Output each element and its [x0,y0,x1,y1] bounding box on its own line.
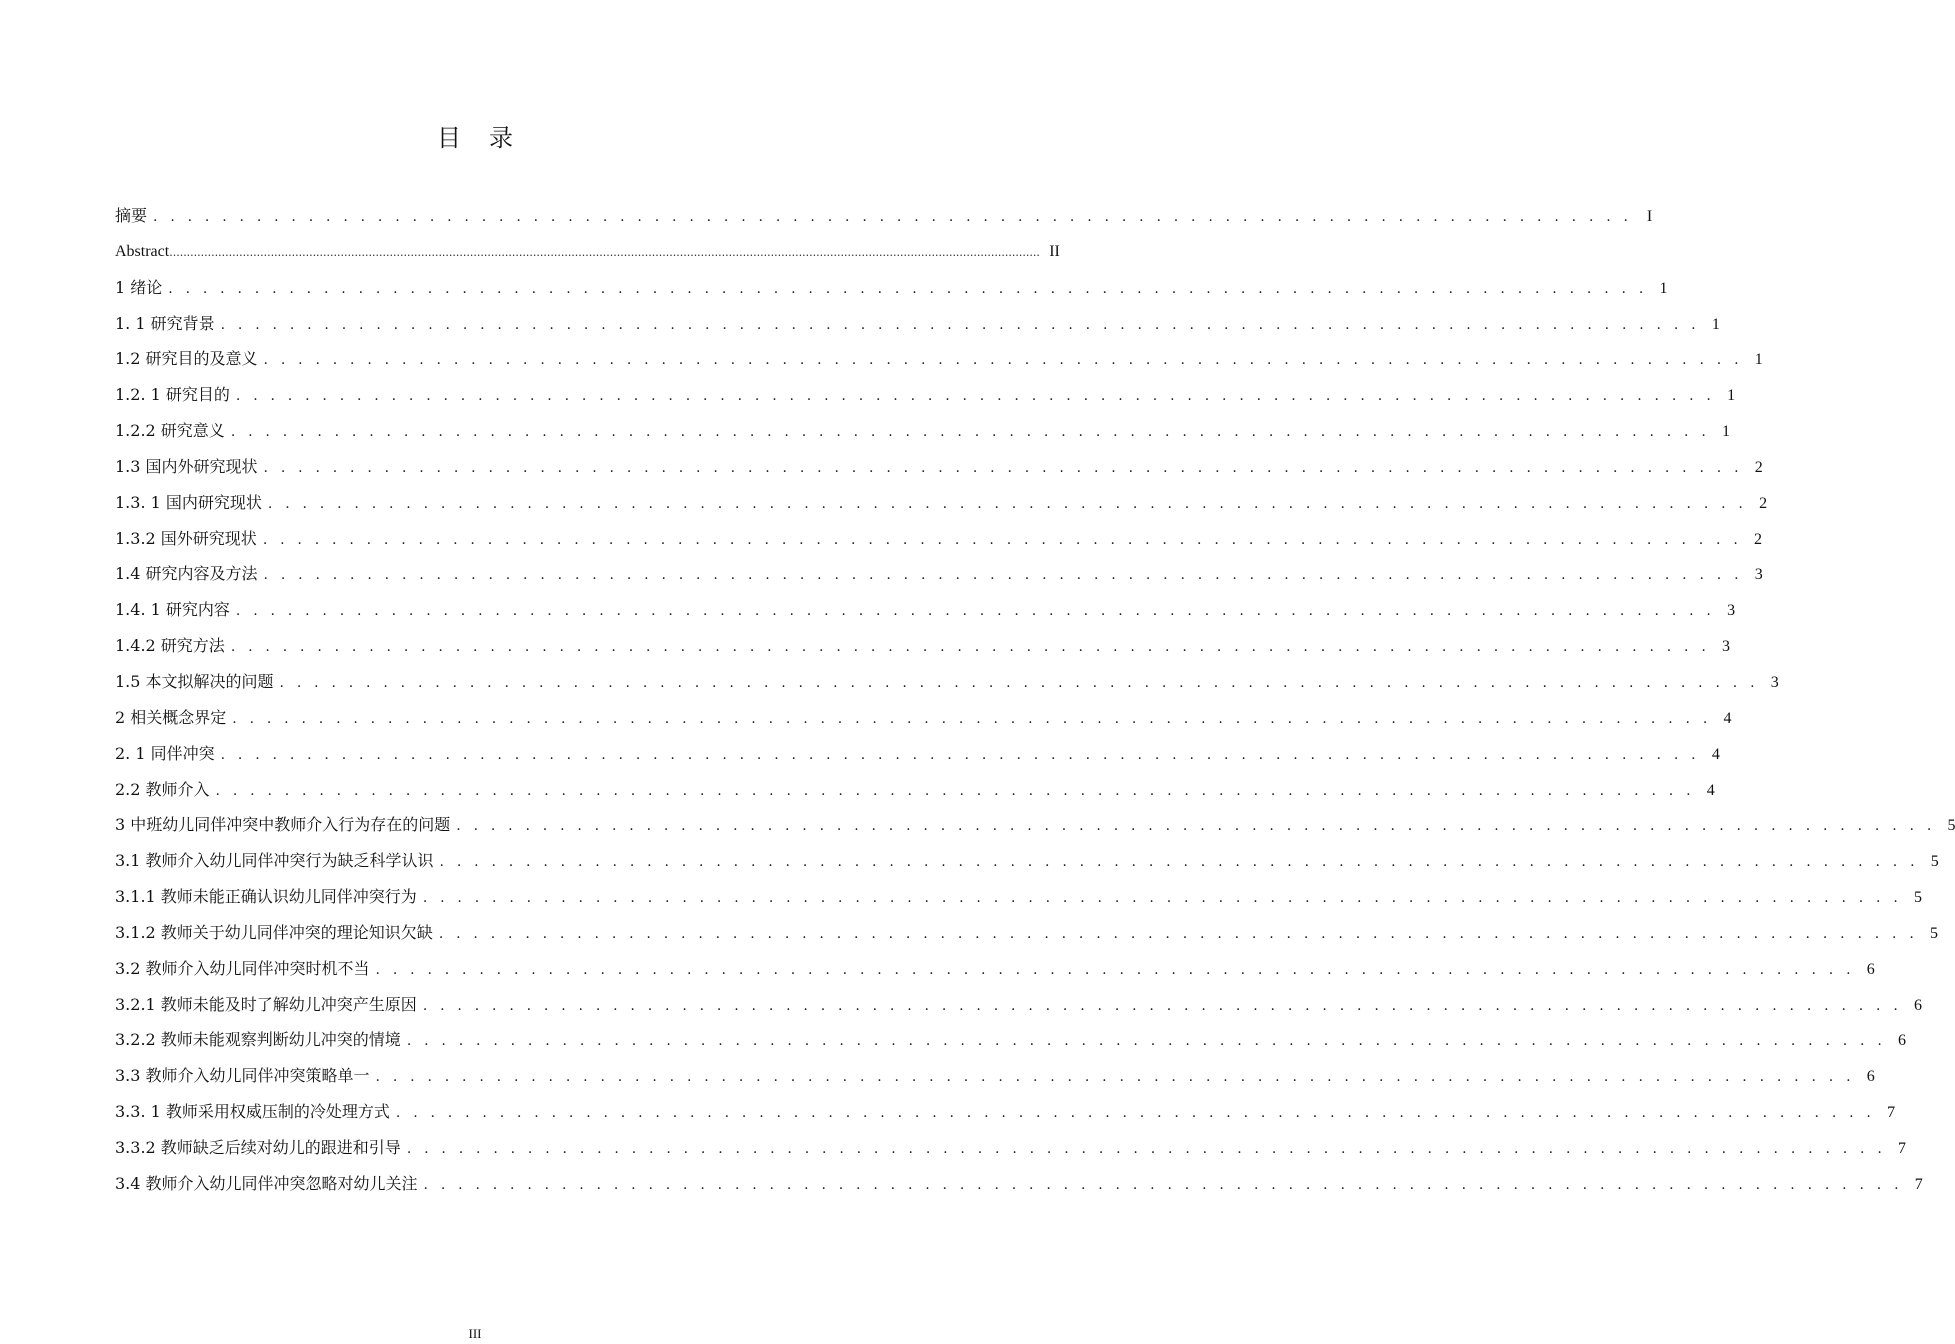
toc-entry-label: 3.2 教师介入幼儿同伴冲突时机不当 [115,958,370,978]
toc-entry-page: 5 [1930,924,1938,942]
toc-entry[interactable] [115,485,1768,521]
toc-entry[interactable] [115,556,1763,592]
toc-dot-leader: . . . . . . . . . . . . . . . . . . . . . . . . . . . . . . . . . . . . . . . . . . . . . . . . . . . . . . . . . . . . . . . . . . . . . . . . . . . . . . . . . . . . . . [267,495,1748,512]
toc-dot-leader: . . . . . . . . . . . . . . . . . . . . . . . . . . . . . . . . . . . . . . . . . . . . . . . . . . . . . . . . . . . . . . . . . . . . . . . . . . . . . . . . . . . . . . [215,782,1695,799]
toc-entry-page: 3 [1770,673,1779,691]
toc-dot-leader: . . . . . . . . . . . . . . . . . . . . . . . . . . . . . . . . . . . . . . . . . . . . . . . . . . . . . . . . . . . . . . . . . . . . . . . . . . . . . . . . . . . . . . [220,316,1700,333]
toc-entry-label: 3.2.2 教师未能观察判断幼儿冲突的情境 [115,1030,401,1050]
toc-entry-label: 1.4.2 研究方法 [115,636,225,656]
toc-entry-page: 4 [1706,781,1715,799]
toc-entry[interactable] [115,1166,1923,1202]
toc-dot-leader: . . . . . . . . . . . . . . . . . . . . . . . . . . . . . . . . . . . . . . . . . . . . . . . . . . . . . . . . . . . . . . . . . . . . . . . . . . . . . . . . . . . . . . [406,1033,1886,1050]
toc-entry-label: 3.3 教师介入幼儿同伴冲突策略单一 [115,1066,370,1086]
toc-entry[interactable] [115,341,1763,377]
toc-dot-leader: . . . . . . . . . . . . . . . . . . . . . . . . . . . . . . . . . . . . . . . . . . . . . . . . . . . . . . . . . . . . . . . . . . . . . . . . . . . . . . . . . . . . . . [220,746,1700,763]
toc-entry-page: 3 [1754,566,1763,584]
toc-entry[interactable] [115,1130,1906,1166]
toc-entry-page: 7 [1914,1175,1923,1193]
toc-dot-leader: . . . . . . . . . . . . . . . . . . . . . . . . . . . . . . . . . . . . . . . . . . . . . . . . . . . . . . . . . . . . . . . . . . . . . . . . . . . . . . . . . . . . . . [456,818,1936,835]
toc-entry-label: 2.2 教师介入 [115,779,210,799]
toc-entry-page: 7 [1887,1104,1896,1122]
toc-entry-label: 1.4. 1 研究内容 [115,600,230,620]
toc-entry-label: 1 绪论 [115,277,163,297]
toc-entry-label: 1.3. 1 国内研究现状 [115,492,262,512]
toc-entry-label: 1. 1 研究背景 [115,313,215,333]
toc-dot-leader: ......................................................................................................................................................................................................................................................... [169,245,1040,259]
toc-entry[interactable] [115,628,1730,664]
toc-entry[interactable] [115,521,1762,557]
toc-entry-page: 6 [1866,1068,1875,1086]
toc-entry-label: 1.2 研究目的及意义 [115,349,258,369]
toc-entry[interactable] [115,377,1736,413]
toc-entry-label: 1.4 研究内容及方法 [115,564,258,584]
toc-entry-page: 1 [1659,279,1668,297]
toc-entry-page: 2 [1759,494,1768,512]
toc-dot-leader: . . . . . . . . . . . . . . . . . . . . . . . . . . . . . . . . . . . . . . . . . . . . . . . . . . . . . . . . . . . . . . . . . . . . . . . . . . . . . . . . . . . . . . [279,674,1759,691]
toc-dot-leader: . . . . . . . . . . . . . . . . . . . . . . . . . . . . . . . . . . . . . . . . . . . . . . . . . . . . . . . . . . . . . . . . . . . . . . . . . . . . . . . . . . . . . . [406,1140,1886,1157]
toc-entry[interactable] [115,234,1060,270]
toc-entry[interactable] [115,592,1736,628]
page-number: III [468,1326,482,1341]
toc-dot-leader: . . . . . . . . . . . . . . . . . . . . . . . . . . . . . . . . . . . . . . . . . . . . . . . . . . . . . . . . . . . . . . . . . . . . . . . . . . . . . . . . . . . . . . [423,1176,1903,1193]
toc-entry-label: 3 中班幼儿同伴冲突中教师介入行为存在的问题 [115,815,451,835]
toc-entry-page: 5 [1914,889,1922,907]
toc-entry-label: 3.3. 1 教师采用权威压制的冷处理方式 [115,1102,390,1122]
toc-entry-label: Abstract [115,242,170,260]
toc-entry[interactable] [115,879,1922,915]
toc-entry-page: 6 [1914,996,1922,1014]
toc-entry-label: 3.1.1 教师未能正确认识幼儿同伴冲突行为 [115,887,417,907]
toc-entry[interactable] [115,449,1763,485]
toc-entry[interactable] [115,700,1732,736]
toc-entry-label: 2. 1 同伴冲突 [115,743,215,763]
toc-dot-leader: . . . . . . . . . . . . . . . . . . . . . . . . . . . . . . . . . . . . . . . . . . . . . . . . . . . . . . . . . . . . . . . . . . . . . . . . . . . . . . . . . . . . . . [263,567,1743,584]
toc-dot-leader: . . . . . . . . . . . . . . . . . . . . . . . . . . . . . . . . . . . . . . . . . . . . . . . . . . . . . . . . . . . . . . . . . . . . . . . . . . . . . . . . . . . . . . [235,603,1716,620]
toc-entry[interactable] [115,843,1939,879]
toc-dot-leader: . . . . . . . . . . . . . . . . . . . . . . . . . . . . . . . . . . . . . . . . . . . . . . . . . . . . . . . . . . . . . . . . . . . . . . . . . . . . . . . . . . . . . . [438,925,1918,942]
toc-dot-leader: . . . . . . . . . . . . . . . . . . . . . . . . . . . . . . . . . . . . . . . . . . . . . . . . . . . . . . . . . . . . . . . . . . . . . . . . . . . . . . . . . . . . . . [263,459,1743,476]
toc-entry-page: 5 [1947,817,1955,835]
toc-dot-leader: . . . . . . . . . . . . . . . . . . . . . . . . . . . . . . . . . . . . . . . . . . . . . . . . . . . . . . . . . . . . . . . . . . . . . . . . . . . . . . . . . . . . . . [375,961,1855,978]
toc-entry-page: 3 [1727,602,1736,620]
toc-entry-page: 3 [1722,638,1730,656]
toc-entry-page: II [1049,242,1060,260]
page-title: 目录 [437,124,541,152]
toc-dot-leader: . . . . . . . . . . . . . . . . . . . . . . . . . . . . . . . . . . . . . . . . . . . . . . . . . . . . . . . . . . . . . . . . . . . . . . . . . . . . . . . . . . . . . . [235,388,1716,405]
toc-entry[interactable] [115,306,1720,342]
toc-entry[interactable] [115,664,1779,700]
toc-entry-label: 3.4 教师介入幼儿同伴冲突忽略对幼儿关注 [115,1173,418,1193]
toc-entry[interactable] [115,270,1668,306]
toc-dot-leader: . . . . . . . . . . . . . . . . . . . . . . . . . . . . . . . . . . . . . . . . . . . . . . . . . . . . . . . . . . . . . . . . . . . . . . . . . . . . . . . . . . . . . . [422,890,1902,907]
table-of-contents [115,198,1955,1202]
toc-entry-label: 3.1 教师介入幼儿同伴冲突行为缺乏科学认识 [115,851,434,871]
toc-entry-page: 2 [1754,458,1763,476]
toc-entry-page: 6 [1866,960,1875,978]
toc-entry[interactable] [115,915,1938,951]
toc-entry-label: 3.1.2 教师关于幼儿同伴冲突的理论知识欠缺 [115,922,433,942]
toc-dot-leader: . . . . . . . . . . . . . . . . . . . . . . . . . . . . . . . . . . . . . . . . . . . . . . . . . . . . . . . . . . . . . . . . . . . . . . . . . . . . . . . . . . . . . . [262,531,1742,548]
toc-entry-label: 1.3 国内外研究现状 [115,456,258,476]
toc-dot-leader: . . . . . . . . . . . . . . . . . . . . . . . . . . . . . . . . . . . . . . . . . . . . . . . . . . . . . . . . . . . . . . . . . . . . . . . . . . . . . . . . . . . . . . [422,997,1902,1014]
toc-entry-page: 1 [1711,315,1720,333]
toc-entry[interactable] [115,736,1720,772]
toc-dot-leader: . . . . . . . . . . . . . . . . . . . . . . . . . . . . . . . . . . . . . . . . . . . . . . . . . . . . . . . . . . . . . . . . . . . . . . . . . . . . . . . . . . . . . . [439,854,1919,871]
toc-dot-leader: . . . . . . . . . . . . . . . . . . . . . . . . . . . . . . . . . . . . . . . . . . . . . . . . . . . . . . . . . . . . . . . . . . . . . . . . . . . . . . . . . . . . . . [230,639,1710,656]
toc-entry-page: 2 [1754,530,1762,548]
toc-entry[interactable] [115,987,1922,1023]
toc-entry-page: I [1646,208,1653,225]
toc-entry-label: 1.2. 1 研究目的 [115,385,230,405]
toc-entry-label: 1.3.2 国外研究现状 [115,528,257,548]
toc-entry-page: 6 [1898,1032,1906,1050]
toc-entry[interactable] [115,198,1653,234]
toc-entry[interactable] [115,413,1730,449]
toc-entry-label: 3.3.2 教师缺乏后续对幼儿的跟进和引导 [115,1137,401,1157]
toc-entry[interactable] [115,1094,1896,1130]
toc-dot-leader: . . . . . . . . . . . . . . . . . . . . . . . . . . . . . . . . . . . . . . . . . . . . . . . . . . . . . . . . . . . . . . . . . . . . . . . . . . . . . . . . . . . . . . [263,352,1743,369]
toc-dot-leader: . . . . . . . . . . . . . . . . . . . . . . . . . . . . . . . . . . . . . . . . . . . . . . . . . . . . . . . . . . . . . . . . . . . . . . . . . . . . . . . . . . . . . . [153,209,1633,225]
toc-entry-label: 3.2.1 教师未能及时了解幼儿冲突产生原因 [115,994,417,1014]
toc-dot-leader: . . . . . . . . . . . . . . . . . . . . . . . . . . . . . . . . . . . . . . . . . . . . . . . . . . . . . . . . . . . . . . . . . . . . . . . . . . . . . . . . . . . . . . [395,1105,1876,1122]
toc-entry-label: 2 相关概念界定 [115,707,227,727]
toc-entry[interactable] [115,1058,1875,1094]
toc-dot-leader: . . . . . . . . . . . . . . . . . . . . . . . . . . . . . . . . . . . . . . . . . . . . . . . . . . . . . . . . . . . . . . . . . . . . . . . . . . . . . . . . . . . . . . [232,710,1712,727]
toc-dot-leader: . . . . . . . . . . . . . . . . . . . . . . . . . . . . . . . . . . . . . . . . . . . . . . . . . . . . . . . . . . . . . . . . . . . . . . . . . . . . . . . . . . . . . . [230,424,1710,441]
toc-dot-leader: . . . . . . . . . . . . . . . . . . . . . . . . . . . . . . . . . . . . . . . . . . . . . . . . . . . . . . . . . . . . . . . . . . . . . . . . . . . . . . . . . . . . . . [168,280,1648,297]
toc-entry[interactable] [115,951,1875,987]
toc-entry[interactable] [115,807,1955,843]
toc-entry-page: 1 [1754,351,1763,369]
toc-entry-page: 1 [1727,387,1736,405]
toc-entry-page: 1 [1722,423,1730,441]
toc-dot-leader: . . . . . . . . . . . . . . . . . . . . . . . . . . . . . . . . . . . . . . . . . . . . . . . . . . . . . . . . . . . . . . . . . . . . . . . . . . . . . . . . . . . . . . [375,1069,1855,1086]
toc-entry-label: 1.2.2 研究意义 [115,421,225,441]
toc-entry-label: 摘要 [115,206,148,225]
toc-entry-label: 1.5 本文拟解决的问题 [115,671,274,691]
toc-entry-page: 4 [1711,745,1720,763]
toc-entry[interactable] [115,1022,1906,1058]
toc-entry[interactable] [115,772,1715,808]
toc-entry-page: 4 [1723,709,1732,727]
toc-entry-page: 5 [1930,853,1939,871]
toc-entry-page: 7 [1898,1139,1906,1157]
